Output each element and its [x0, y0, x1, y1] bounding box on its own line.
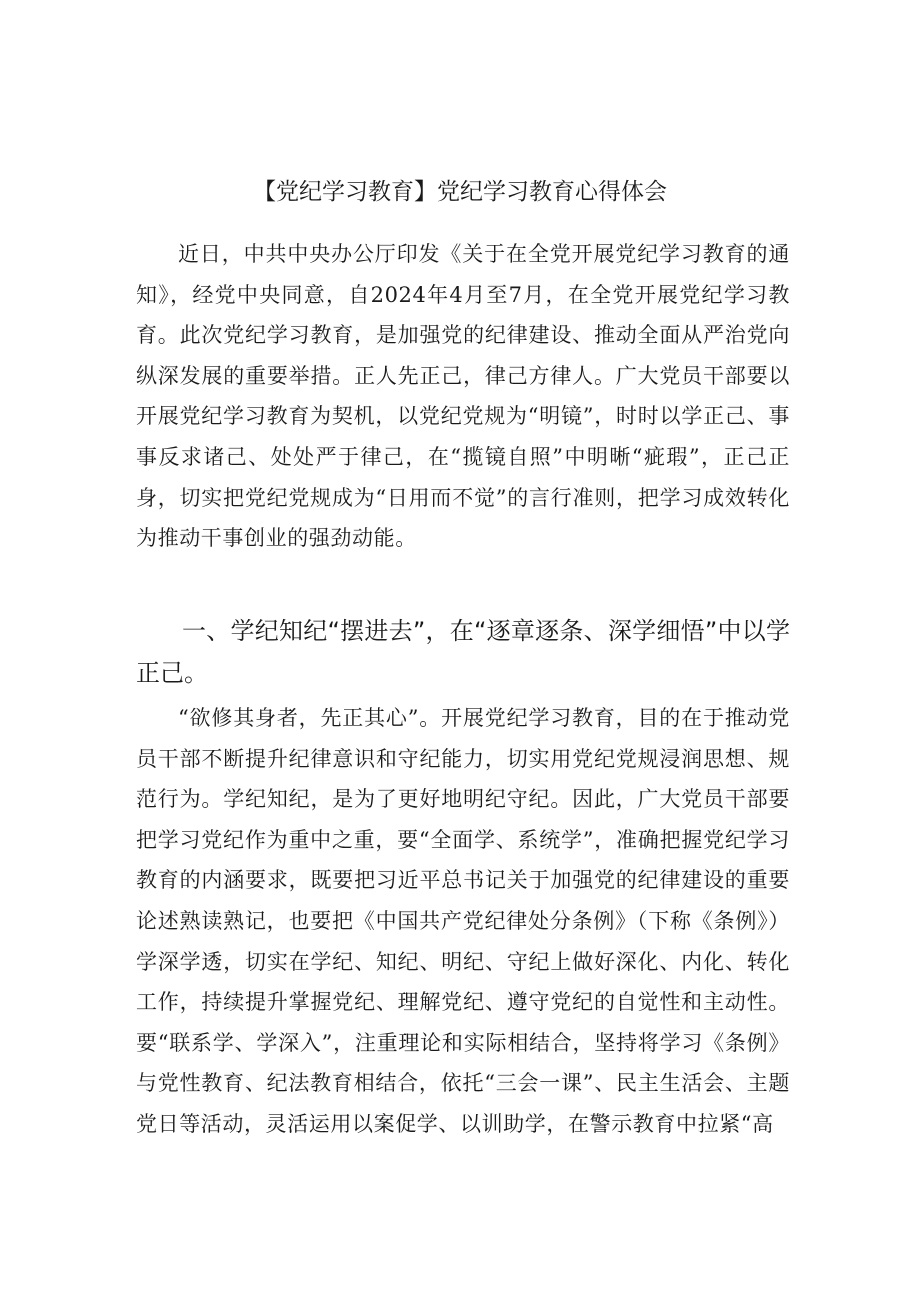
document-title: 【党纪学习教育】党纪学习教育心得体会: [253, 179, 667, 205]
section-1-heading: 一、学纪知纪“摆进去”，在“逐章逐条、深学细悟”中以学正己。: [136, 617, 790, 687]
intro-paragraph: 近日，中共中央办公厅印发《关于在全党开展党纪学习教育的通知》，经党中央同意，自2024年4月至7月，在全党开展党纪学习教育。此次党纪学习教育，是加强党的纪律建设、推动全面从严治党向纵深发展的重要举措。正人先正己，律己方律人。广大党员干部要以开展党纪学习教育为契机，以党纪党规为“明镜”，时时以学正己、事事反求诸己、处处严于律己，在“揽镜自照”中明晰“疵瑕”，正己正身，切实把党纪党规成为“日用而不觉”的言行准则，把学习成效转化为推动干事创业的强劲动能。: [136, 242, 790, 551]
section-1-paragraph: “欲修其身者，先正其心”。开展党纪学习教育，目的在于推动党员干部不断提升纪律意识和守纪能力，切实用党纪党规浸润思想、规范行为。学纪知纪，是为了更好地明纪守纪。因此，广大党员干部要把学习党纪作为重中之重，要“全面学、系统学”，准确把握党纪学习教育的内涵要求，既要把习近平总书记关于加强党的纪律建设的重要论述熟读熟记，也要把《中国共产党纪律处分条例》（下称《条例》）学深学透，切实在学纪、知纪、明纪、守纪上做好深化、内化、转化工作，持续提升掌握党纪、理解党纪、遵守党纪的自觉性和主动性。要“联系学、学深入”，注重理论和实际相结合，坚持将学习《条例》与党性教育、纪法教育相结合，依托“三会一课”、民主生活会、主题党日等活动，灵活运用以案促学、以训助学，在警示教育中拉紧“高: [136, 706, 790, 1136]
